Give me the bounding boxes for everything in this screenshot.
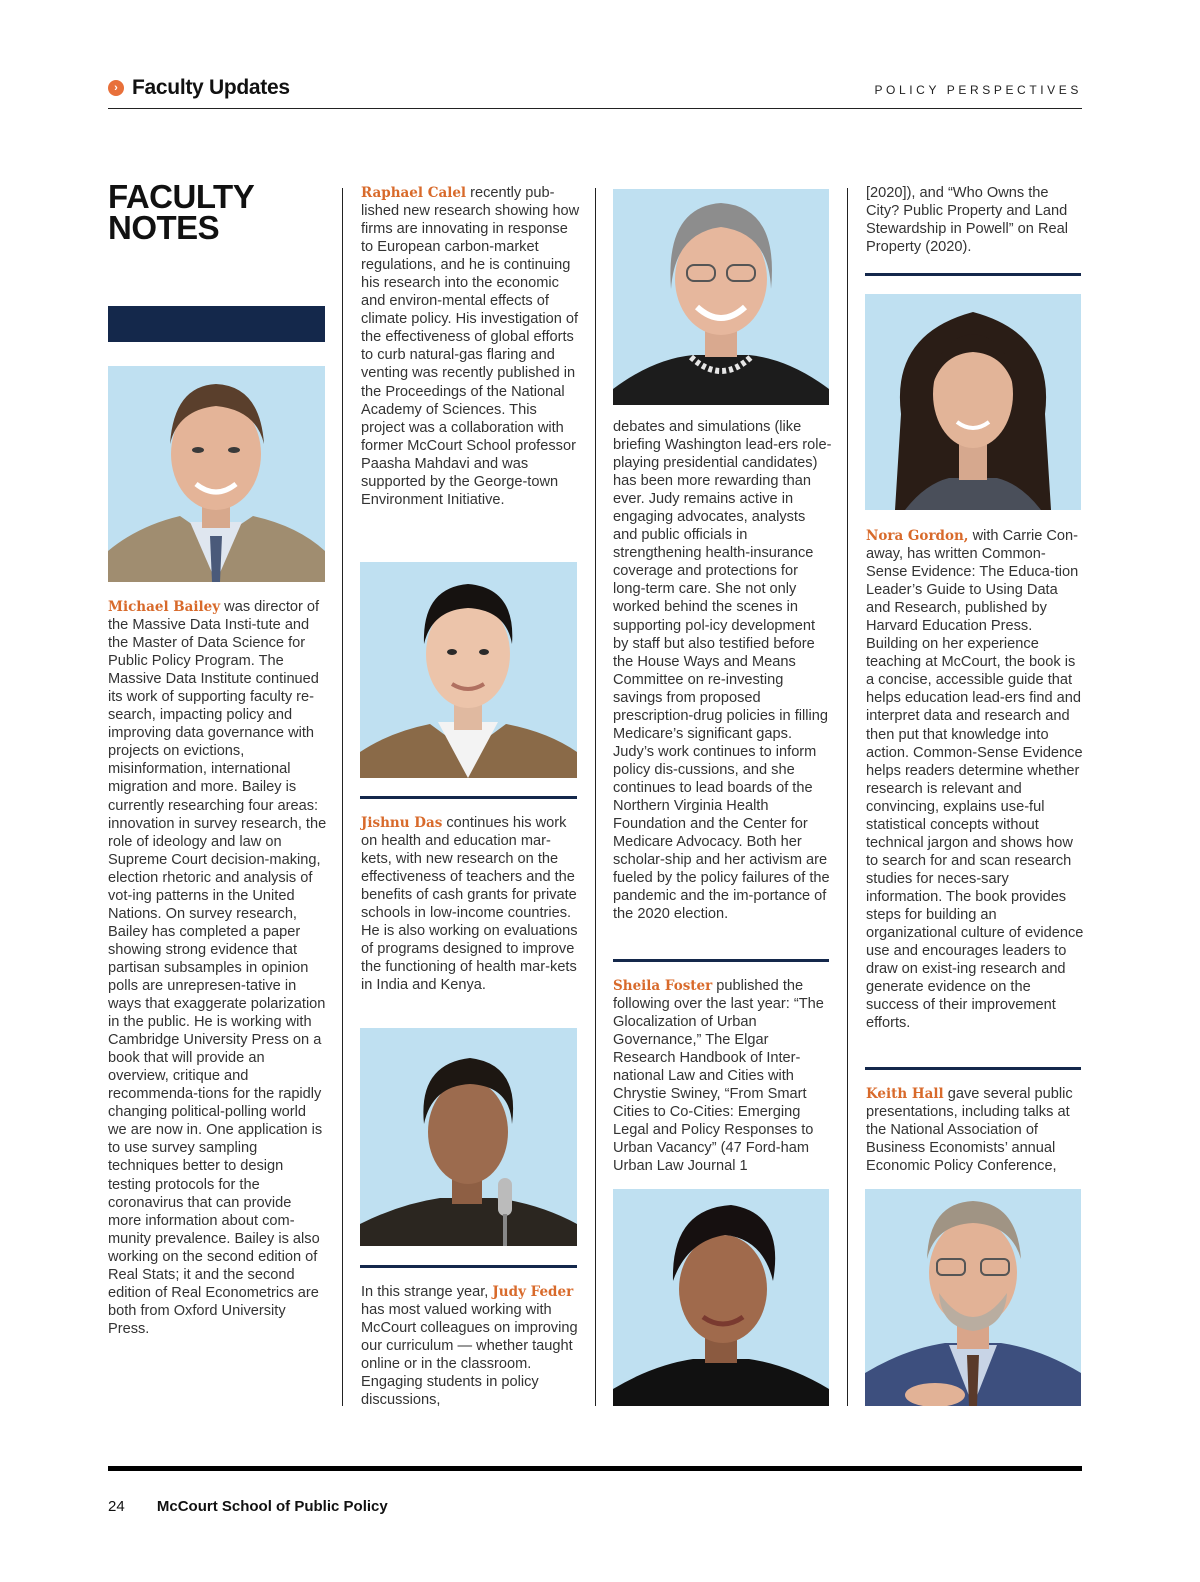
photo-jishnu-das <box>360 562 577 778</box>
title-accent-bar <box>108 306 325 342</box>
photo-judy-feder <box>613 189 829 405</box>
page-footer <box>108 1498 388 1515</box>
photo-keith-hall <box>865 1189 1081 1406</box>
faculty-name: Michael Bailey <box>108 599 221 615</box>
title-line-1: FACULTY <box>108 178 255 215</box>
photo-michael-bailey <box>108 366 325 582</box>
section-rule <box>613 959 829 962</box>
bio-text: has most valued working with McCourt colleagues on improving our curriculum — whether taught online or in the classroom. Engaging students in policy discussions, <box>361 1302 578 1409</box>
photo-judy-feder-speaker <box>360 1028 577 1246</box>
bio-text: with Carrie Con-away, has written Common-Sense Evidence: The Educa-tion Leader’s Guide to Using Data and Research, published by Harvard Education Press. Building on her experience teaching at McCourt, the book is a concise, accessible guide that helps education lead-ers find and interpret data and research and then put that knowledge into action. Common-Sense Evidence helps readers determine whether research is relevant and convincing, explains use-ful statistical concepts without technical jargon and shows how to search for and scan research studies for neces-sary information. The book provides steps for building an organizational culture of evidence use and encourages leaders to draw on exist-ing research and generate evidence on the success of their improvement efforts. <box>866 528 1084 1032</box>
bio-judy-feder <box>361 1283 580 1409</box>
section-rule <box>360 1265 577 1268</box>
bio-judy-feder-continued: debates and simulations (like briefing Washington lead-ers role-playing presidential candidates) has been more rewarding than ever. Judy remains active in engaging advocates, analysts and public officials in strengthening health-insurance coverage and protections for long-term care. She not only worked behind the scenes in supporting pol-icy development by staff but also testified before the House Ways and Means Committee on re-investing savings from proposed prescription-drug policies in filling Medicare’s significant gaps. Judy’s work continues to inform policy dis-cussions, and she continues to lead boards of the Northern Virginia Health Foundation and the Center for Medicare Advocacy. Both her scholar-ship and her activism are fueled by the policy failures of the pandemic and the im-portance of the 2020 election. <box>613 419 832 923</box>
footer-rule <box>108 1466 1082 1471</box>
photo-sheila-foster <box>613 1189 829 1406</box>
bio-intro: In this strange year, <box>361 1284 493 1300</box>
school-name: McCourt School of Public Policy <box>156 1498 388 1515</box>
bio-text: published the following over the last year: “The Glocalization of Urban Governance,” The Elgar Research Handbook of Inter-national Law and Cities with Chrystie Swiney, “From Smart Cities to Co-Cities: Emerging Legal and Policy Responses to Urban Vacancy” (47 Ford-ham Urban Law Journal 1 <box>613 978 824 1175</box>
section-rule <box>865 273 1081 276</box>
page-header <box>108 76 1082 109</box>
bio-text: was director of the Massive Data Insti-tute and the Master of Data Science for Public Policy Program. The Massive Data Institute continued its work of supporting faculty re-search, impacting policy and improving data governance with projects on evictions, misinformation, international migration and more. Bailey is currently researching four areas: innovation in survey research, the role of ideology and law on Supreme Court decision-making, election rhetoric and analysis of vot-ing patterns in the United Nations. On survey research, Bailey has completed a paper showing strong evidence that partisan subsamples in opinion polls are unrepresen-tative in ways that exaggerate polarization in the public. He is working with Cambridge University Press on a book that will provide an overview, critique and recommenda-tions for the rapidly changing political-polling world we are now in. One application is to use survey sampling techniques better to design testing protocols for the coronavirus that can provide more information about com-munity prevalence. Bailey is also working on the second edition of Real Stats; it and the second edition of Real Econometrics are both from Oxford University Press. <box>108 599 327 1337</box>
bio-text: recently pub-lished new research showing how firms are innovating in response to European carbon-market regulations, and he is continuing his research into the economic and environ-mental effects of climate policy. His investigation of the effectiveness of global efforts to curb natural-gas flaring and venting was recently published in the Proceedings of the National Academy of Sciences. This project was a collaboration with former McCourt School professor Paasha Mahdavi and was supported by the George-town Environment Initiative. <box>361 185 580 508</box>
faculty-name: Judy Feder <box>492 1284 574 1300</box>
faculty-name: Sheila Foster <box>613 978 713 994</box>
bio-text: gave several public presentations, including talks at the National Association of Business Economists’ annual Economic Policy Conference, <box>866 1086 1073 1175</box>
column-divider <box>847 188 848 1406</box>
bio-sheila-foster-continued: [2020]), and “Who Owns the City? Public Property and Land Stewardship in Powell” on Real Property (2020). <box>866 185 1068 256</box>
bio-jishnu-das <box>361 814 580 994</box>
section-heading <box>108 76 290 100</box>
faculty-name: Nora Gordon, <box>866 528 969 544</box>
faculty-name: Raphael Calel <box>361 185 467 201</box>
title-line-2: NOTES <box>108 209 220 246</box>
publication-name: POLICY PERSPECTIVES <box>874 83 1082 97</box>
faculty-name: Keith Hall <box>866 1086 944 1102</box>
section-rule <box>360 796 577 799</box>
bio-sheila-foster <box>613 977 832 1176</box>
chevron-right-icon: › <box>108 80 124 96</box>
page-title <box>108 178 255 246</box>
bio-nora-gordon <box>866 527 1085 1032</box>
bio-keith-hall <box>866 1085 1085 1175</box>
bio-raphael-calel <box>361 184 580 509</box>
bio-text: continues his work on health and education mar-kets, with new research on the effectiveness of teachers and the benefits of cash grants for private schools in low-income countries. He is also working on evaluations of programs designed to improve the functioning of health mar-kets in India and Kenya. <box>361 815 578 994</box>
photo-nora-gordon <box>865 294 1081 510</box>
page-number: 24 <box>108 1498 125 1515</box>
column-divider <box>342 188 343 1406</box>
column-divider <box>595 188 596 1406</box>
faculty-name: Jishnu Das <box>361 815 443 831</box>
bio-michael-bailey <box>108 598 328 1338</box>
section-title: Faculty Updates <box>132 76 290 99</box>
section-rule <box>865 1067 1081 1070</box>
